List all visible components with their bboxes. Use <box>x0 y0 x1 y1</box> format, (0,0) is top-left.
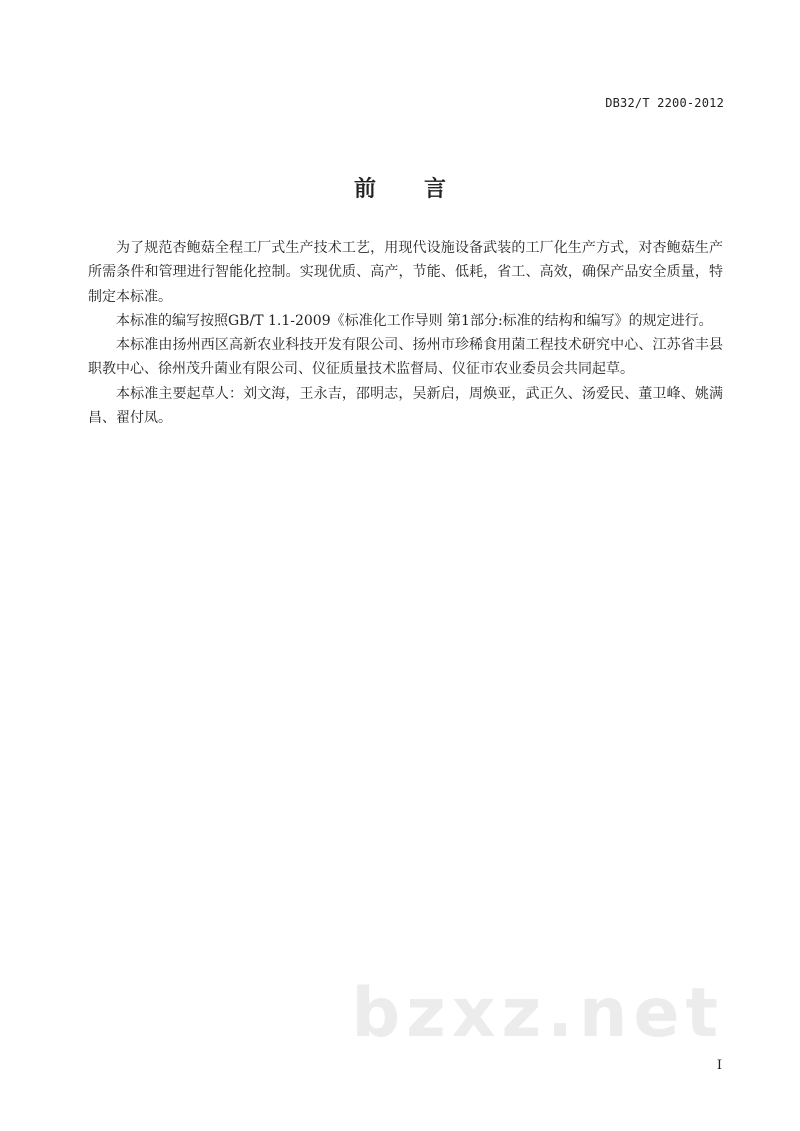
paragraph-drafters: 本标准主要起草人：刘文海，王永吉，邵明志，吴新启，周焕亚，武正久、汤爱民、董卫峰、姚满昌、翟付凤。 <box>88 385 723 427</box>
document-code: DB32/T 2200-2012 <box>605 96 724 110</box>
title-char-1: 前 <box>353 177 376 202</box>
paragraph-drafting-rules: 本标准的编写按照GB/T 1.1-2009《标准化工作导则 第1部分:标准的结构和编写》的规定进行。 <box>116 312 713 329</box>
page-number: I <box>716 1058 722 1073</box>
paragraph-drafting-units: 本标准由扬州西区高新农业科技开发有限公司、扬州市珍稀食用菌工程技术研究中心、江苏省丰县职教中心、徐州茂升菌业有限公司、仪征质量技术监督局、仪征市农业委员会共同起草。 <box>88 337 723 378</box>
foreword-body <box>88 236 723 430</box>
title-char-2: 言 <box>424 177 447 202</box>
paragraph-purpose: 为了规范杏鲍菇全程工厂式生产技术工艺，用现代设施设备武装的工厂化生产方式，对杏鲍菇生产所需条件和管理进行智能化控制。实现优质、高产，节能、低耗，省工、高效，确保产品安全质量，特制定本标准。 <box>88 240 723 305</box>
page-title <box>0 172 800 203</box>
watermark-logo: bzxz.net <box>351 974 724 1053</box>
